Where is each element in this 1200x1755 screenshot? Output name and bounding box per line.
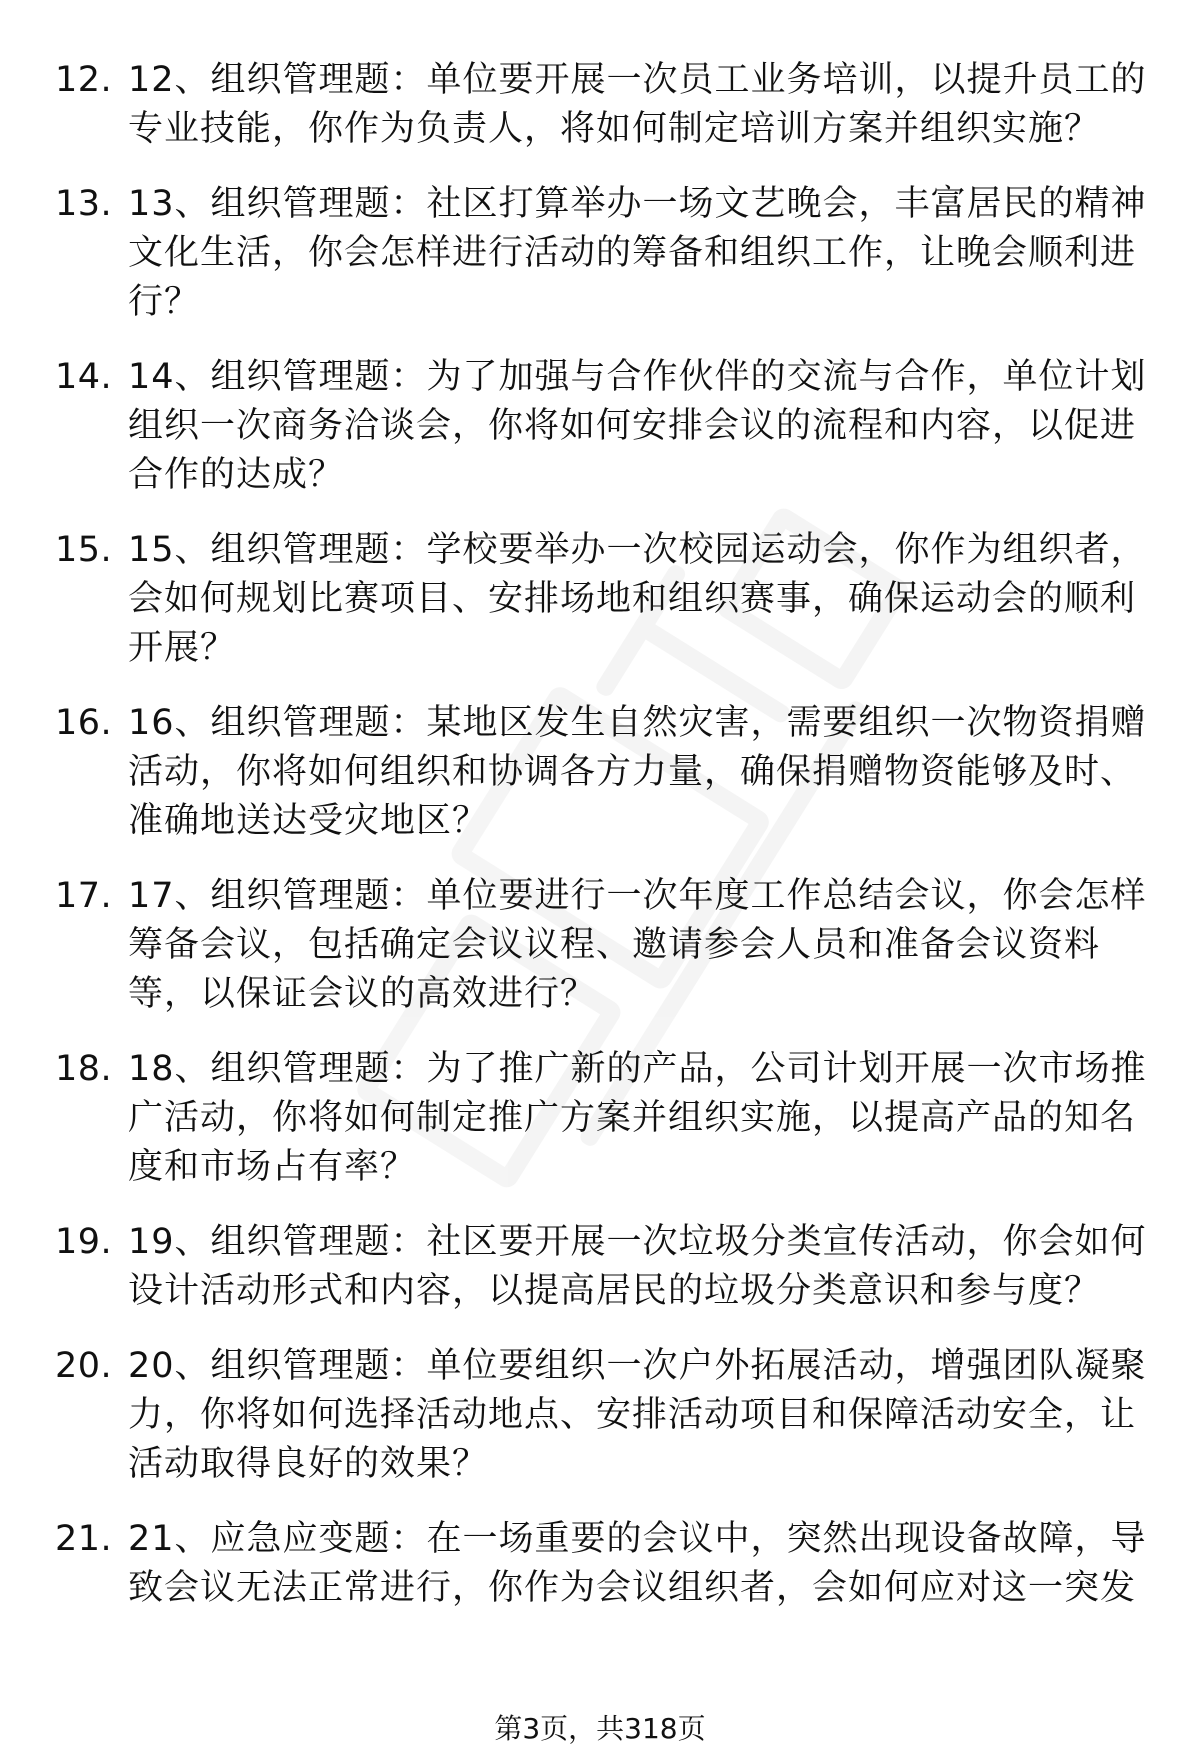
question-number: 16. xyxy=(55,703,113,743)
question-text: 17、组织管理题：单位要进行一次年度工作总结会议，你会怎样筹备会议，包括确定会议议程、邀请参会人员和准备会议资料等，以保证会议的高效进行？ xyxy=(128,876,1147,1014)
question-item xyxy=(0,1218,1200,1316)
question-item xyxy=(0,56,1200,154)
question-number: 15. xyxy=(55,530,113,570)
question-text: 15、组织管理题：学校要举办一次校园运动会，你作为组织者，会如何规划比赛项目、安排场地和组织赛事，确保运动会的顺利开展？ xyxy=(128,530,1147,668)
question-item xyxy=(0,872,1200,1019)
question-text: 16、组织管理题：某地区发生自然灾害，需要组织一次物资捐赠活动，你将如何组织和协调各方力量，确保捐赠物资能够及时、准确地送达受灾地区？ xyxy=(128,703,1147,841)
question-text: 20、组织管理题：单位要组织一次户外拓展活动，增强团队凝聚力，你将如何选择活动地点、安排活动项目和保障活动安全，让活动取得良好的效果？ xyxy=(128,1346,1147,1484)
question-item xyxy=(0,353,1200,500)
question-number: 14. xyxy=(55,357,113,397)
question-number: 13. xyxy=(55,184,113,224)
question-number: 12. xyxy=(55,60,113,100)
question-text: 18、组织管理题：为了推广新的产品，公司计划开展一次市场推广活动，你将如何制定推广方案并组织实施，以提高产品的知名度和市场占有率？ xyxy=(128,1049,1147,1187)
question-number: 17. xyxy=(55,876,113,916)
question-number: 19. xyxy=(55,1222,113,1262)
question-item xyxy=(0,1515,1200,1613)
question-list xyxy=(0,56,1200,1639)
question-item xyxy=(0,699,1200,846)
question-text: 12、组织管理题：单位要开展一次员工业务培训，以提升员工的专业技能，你作为负责人，将如何制定培训方案并组织实施？ xyxy=(128,60,1147,149)
question-item xyxy=(0,180,1200,327)
question-item xyxy=(0,1342,1200,1489)
question-number: 20. xyxy=(55,1346,113,1386)
question-number: 21. xyxy=(55,1519,113,1559)
page-footer: 第3页，共318页 xyxy=(494,1712,706,1745)
question-text: 21、应急应变题：在一场重要的会议中，突然出现设备故障，导致会议无法正常进行，你作为会议组织者，会如何应对这一突发 xyxy=(128,1519,1147,1608)
question-text: 14、组织管理题：为了加强与合作伙伴的交流与合作，单位计划组织一次商务洽谈会，你将如何安排会议的流程和内容，以促进合作的达成？ xyxy=(128,357,1147,495)
question-item xyxy=(0,526,1200,673)
question-item xyxy=(0,1045,1200,1192)
question-number: 18. xyxy=(55,1049,113,1089)
question-text: 19、组织管理题：社区要开展一次垃圾分类宣传活动，你会如何设计活动形式和内容，以提高居民的垃圾分类意识和参与度？ xyxy=(128,1222,1147,1311)
question-text: 13、组织管理题：社区打算举办一场文艺晚会，丰富居民的精神文化生活，你会怎样进行活动的筹备和组织工作，让晚会顺利进行？ xyxy=(128,184,1147,322)
